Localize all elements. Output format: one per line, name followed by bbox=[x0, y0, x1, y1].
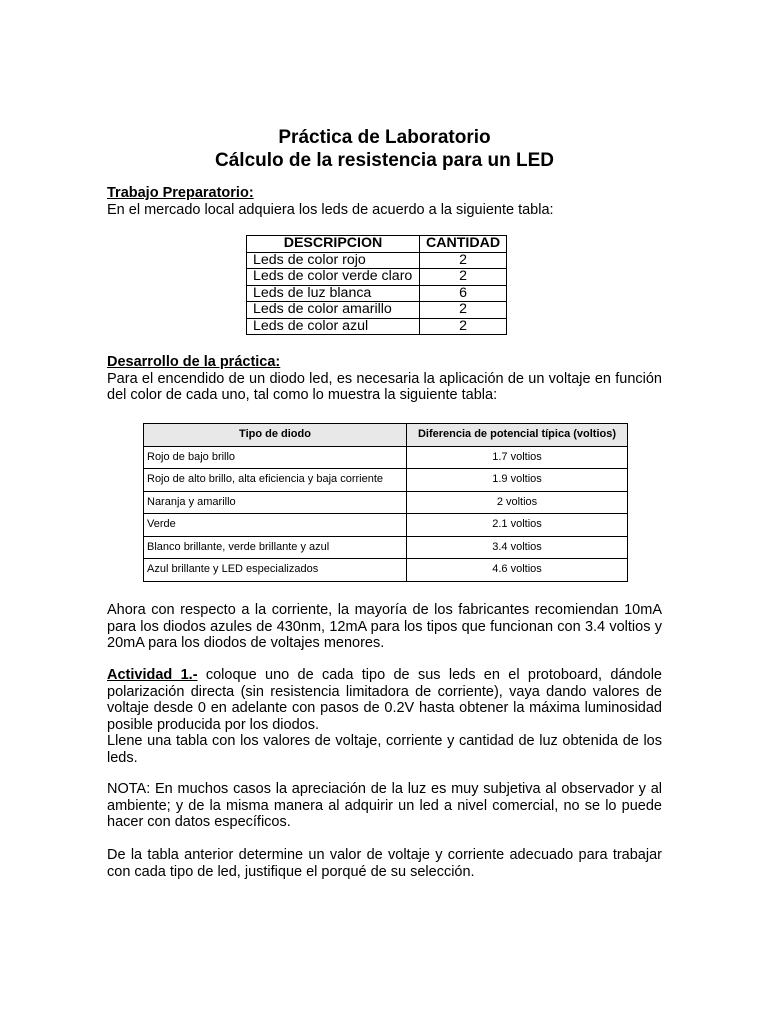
table-cell: Naranja y amarillo bbox=[144, 491, 407, 514]
dev-heading: Desarrollo de la práctica: bbox=[107, 354, 281, 370]
table-cell: 1.9 voltios bbox=[407, 469, 628, 492]
table-cell: 6 bbox=[420, 285, 507, 302]
table-cell: 2 bbox=[420, 252, 507, 269]
column-header: Tipo de diodo bbox=[144, 424, 407, 447]
column-header: CANTIDAD bbox=[420, 236, 507, 253]
table-cell: 2.1 voltios bbox=[407, 514, 628, 537]
activity-label: Actividad 1.- bbox=[107, 667, 198, 683]
table-row bbox=[247, 285, 507, 302]
column-header: DESCRIPCION bbox=[247, 236, 420, 253]
table-cell: Leds de luz blanca bbox=[247, 285, 420, 302]
table-row bbox=[144, 446, 628, 469]
activity-text-2: Llene una tabla con los valores de voltaje, corriente y cantidad de luz obtenida de los leds. bbox=[107, 733, 662, 766]
led-purchase-table bbox=[246, 235, 507, 335]
table-cell: 4.6 voltios bbox=[407, 559, 628, 582]
prep-section bbox=[107, 185, 662, 218]
column-header: Diferencia de potencial típica (voltios) bbox=[407, 424, 628, 447]
table-row bbox=[247, 252, 507, 269]
table-row bbox=[144, 469, 628, 492]
note-paragraph bbox=[107, 781, 662, 831]
table-cell: Leds de color verde claro bbox=[247, 269, 420, 286]
activity-paragraph bbox=[107, 667, 662, 733]
table-cell: 2 bbox=[420, 302, 507, 319]
table-cell: Blanco brillante, verde brillante y azul bbox=[144, 536, 407, 559]
table-cell: 2 voltios bbox=[407, 491, 628, 514]
activity-section bbox=[107, 667, 662, 766]
table-header-row bbox=[144, 424, 628, 447]
page-title: Práctica de Laboratorio bbox=[278, 127, 491, 148]
dev-text: Para el encendido de un diodo led, es necesaria la aplicación de un voltaje en función del color de cada uno, tal como lo muestra la siguiente tabla: bbox=[107, 370, 662, 403]
table-cell: Rojo de bajo brillo bbox=[144, 446, 407, 469]
page-subtitle: Cálculo de la resistencia para un LED bbox=[215, 150, 554, 171]
table-row bbox=[144, 491, 628, 514]
voltage-table bbox=[143, 423, 628, 582]
table-cell: 3.4 voltios bbox=[407, 536, 628, 559]
table-row bbox=[247, 269, 507, 286]
prep-heading: Trabajo Preparatorio: bbox=[107, 185, 254, 201]
table-row bbox=[247, 302, 507, 319]
table-cell: 2 bbox=[420, 318, 507, 335]
table-row bbox=[144, 559, 628, 582]
final-text: De la tabla anterior determine un valor de voltaje y corriente adecuado para trabajar con cada tipo de led, justifique el porqué de su selección. bbox=[107, 847, 662, 880]
table-header-row bbox=[247, 236, 507, 253]
note-text: NOTA: En muchos casos la apreciación de la luz es muy subjetiva al observador y al ambiente; y de la misma manera al adquirir un led a nivel comercial, no se lo puede hacer con datos específicos. bbox=[107, 781, 662, 830]
table-cell: 1.7 voltios bbox=[407, 446, 628, 469]
dev-section bbox=[107, 354, 662, 404]
prep-text: En el mercado local adquiera los leds de acuerdo a la siguiente tabla: bbox=[107, 201, 554, 218]
table-cell: Leds de color amarillo bbox=[247, 302, 420, 319]
table-cell: Azul brillante y LED especializados bbox=[144, 559, 407, 582]
final-paragraph bbox=[107, 847, 662, 880]
table-cell: Verde bbox=[144, 514, 407, 537]
table-cell: 2 bbox=[420, 269, 507, 286]
table-row bbox=[247, 318, 507, 335]
table-cell: Rojo de alto brillo, alta eficiencia y baja corriente bbox=[144, 469, 407, 492]
current-paragraph bbox=[107, 602, 662, 652]
activity-text: coloque uno de cada tipo de sus leds en el protoboard, dándole polarización directa (sin resistencia limitadora de corriente), vaya dando valores de voltaje desde 0 en adelante con pasos de 0.2V hasta obtener la máxima luminosidad posible producida por los diodos. bbox=[107, 667, 662, 733]
current-text: Ahora con respecto a la corriente, la mayoría de los fabricantes recomiendan 10mA para los diodos azules de 430nm, 12mA para los tipos que funcionan con 3.4 voltios y 20mA para los diodos de voltajes menores. bbox=[107, 602, 662, 651]
table-row bbox=[144, 536, 628, 559]
table-cell: Leds de color rojo bbox=[247, 252, 420, 269]
table-row bbox=[144, 514, 628, 537]
table-cell: Leds de color azul bbox=[247, 318, 420, 335]
